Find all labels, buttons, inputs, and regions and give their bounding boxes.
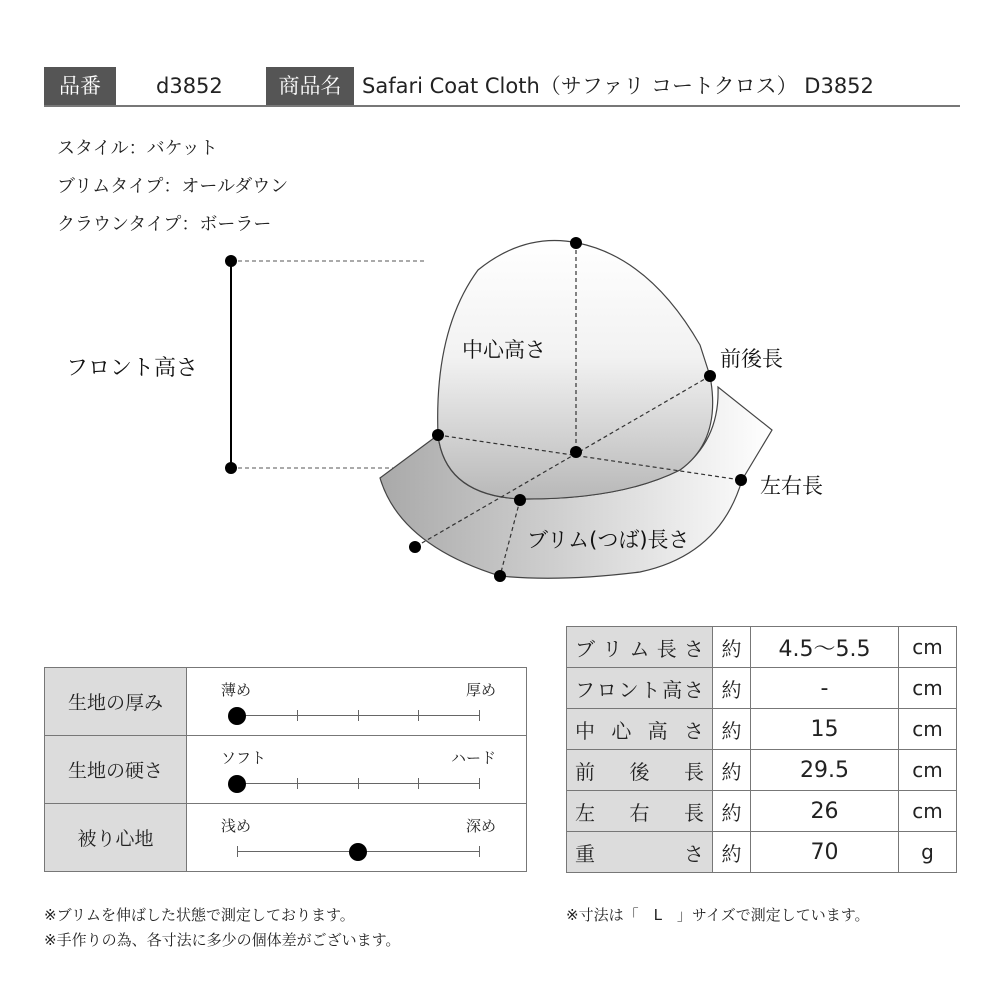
scale-tick (297, 710, 298, 721)
scale-tick (358, 778, 359, 789)
scale-tick (297, 778, 298, 789)
scale-indicator (228, 775, 246, 793)
scale-tick (479, 846, 480, 857)
brim-type-line: ブリムタイプ：オールダウン (57, 176, 289, 197)
size-label-text: 中 心 高 さ (575, 718, 704, 743)
fabric-row-fit (45, 804, 527, 872)
size-unit: g (899, 832, 957, 873)
center-height-label: 中心高さ (462, 338, 546, 362)
size-row (567, 627, 957, 668)
hat-crown (438, 241, 713, 500)
fabric-row-label: 生地の厚み (45, 668, 187, 736)
size-value: - (751, 668, 899, 709)
size-label (567, 627, 713, 668)
size-table (566, 626, 957, 873)
size-value: 29.5 (751, 750, 899, 791)
fabric-properties-table (44, 667, 527, 872)
note-handmade: ※手作りの為、各寸法に多少の個体差がございます。 (44, 931, 401, 949)
product-code-value: d3852 (156, 74, 223, 98)
size-label (567, 832, 713, 873)
scale-min-label: 浅め (221, 817, 252, 835)
size-value: 4.5〜5.5 (751, 627, 899, 668)
size-row (567, 832, 957, 873)
size-label-text: 重 さ (575, 841, 704, 866)
scale-indicator (349, 843, 367, 861)
size-about: 約 (713, 709, 751, 750)
fabric-row-label: 被り心地 (45, 804, 187, 872)
product-name-value: Safari Coat Cloth（サファリ コートクロス） D3852 (362, 74, 874, 98)
size-label-text: 左 右 長 (575, 800, 704, 825)
size-about: 約 (713, 668, 751, 709)
scale-max-label: ハード (450, 749, 496, 767)
fabric-row-thickness (45, 668, 527, 736)
size-value: 26 (751, 791, 899, 832)
size-row (567, 750, 957, 791)
scale-indicator (228, 707, 246, 725)
fabric-row-stiffness (45, 736, 527, 804)
scale-tick (237, 846, 238, 857)
product-name-label: 商品名 (266, 67, 354, 105)
front-height-indicator (225, 255, 425, 474)
size-unit: cm (899, 791, 957, 832)
scale-tick (479, 778, 480, 789)
size-row (567, 791, 957, 832)
scale-tick (358, 710, 359, 721)
fabric-row-label: 生地の硬さ (45, 736, 187, 804)
size-unit: cm (899, 709, 957, 750)
size-unit: cm (899, 750, 957, 791)
size-value: 70 (751, 832, 899, 873)
left-right-label: 左右長 (760, 474, 823, 498)
size-unit: cm (899, 627, 957, 668)
note-size: ※寸法は「 L 」サイズで測定しています。 (566, 906, 870, 924)
scale-max-label: 深め (465, 817, 496, 835)
scale-min-label: ソフト (221, 749, 267, 767)
size-value: 15 (751, 709, 899, 750)
fabric-scale (187, 804, 527, 872)
brim-length-label: ブリム(つば)長さ (527, 528, 690, 552)
size-label (567, 791, 713, 832)
size-label-text: 前 後 長 (575, 759, 704, 784)
product-code-label: 品番 (44, 67, 116, 105)
scale-tick (418, 778, 419, 789)
size-label (567, 750, 713, 791)
size-label-text: ブ リ ム 長 さ (575, 636, 704, 661)
scale-tick (418, 710, 419, 721)
scale-min-label: 薄め (221, 681, 252, 699)
size-row (567, 709, 957, 750)
front-height-label: フロント高さ (66, 356, 199, 381)
size-about: 約 (713, 832, 751, 873)
fabric-scale (187, 736, 527, 804)
size-about: 約 (713, 750, 751, 791)
scale-max-label: 厚め (465, 681, 496, 699)
size-unit: cm (899, 668, 957, 709)
front-back-label: 前後長 (720, 347, 783, 371)
size-about: 約 (713, 791, 751, 832)
size-about: 約 (713, 627, 751, 668)
fabric-scale (187, 668, 527, 736)
size-label-text: フ ロ ン ト 高 さ (575, 677, 704, 702)
size-row (567, 668, 957, 709)
size-label (567, 709, 713, 750)
size-label (567, 668, 713, 709)
crown-type-line: クラウンタイプ：ボーラー (57, 214, 272, 235)
note-brim-measure: ※ブリムを伸ばした状態で測定しております。 (44, 906, 355, 924)
style-line: スタイル：バケット (57, 138, 218, 159)
scale-tick (479, 710, 480, 721)
